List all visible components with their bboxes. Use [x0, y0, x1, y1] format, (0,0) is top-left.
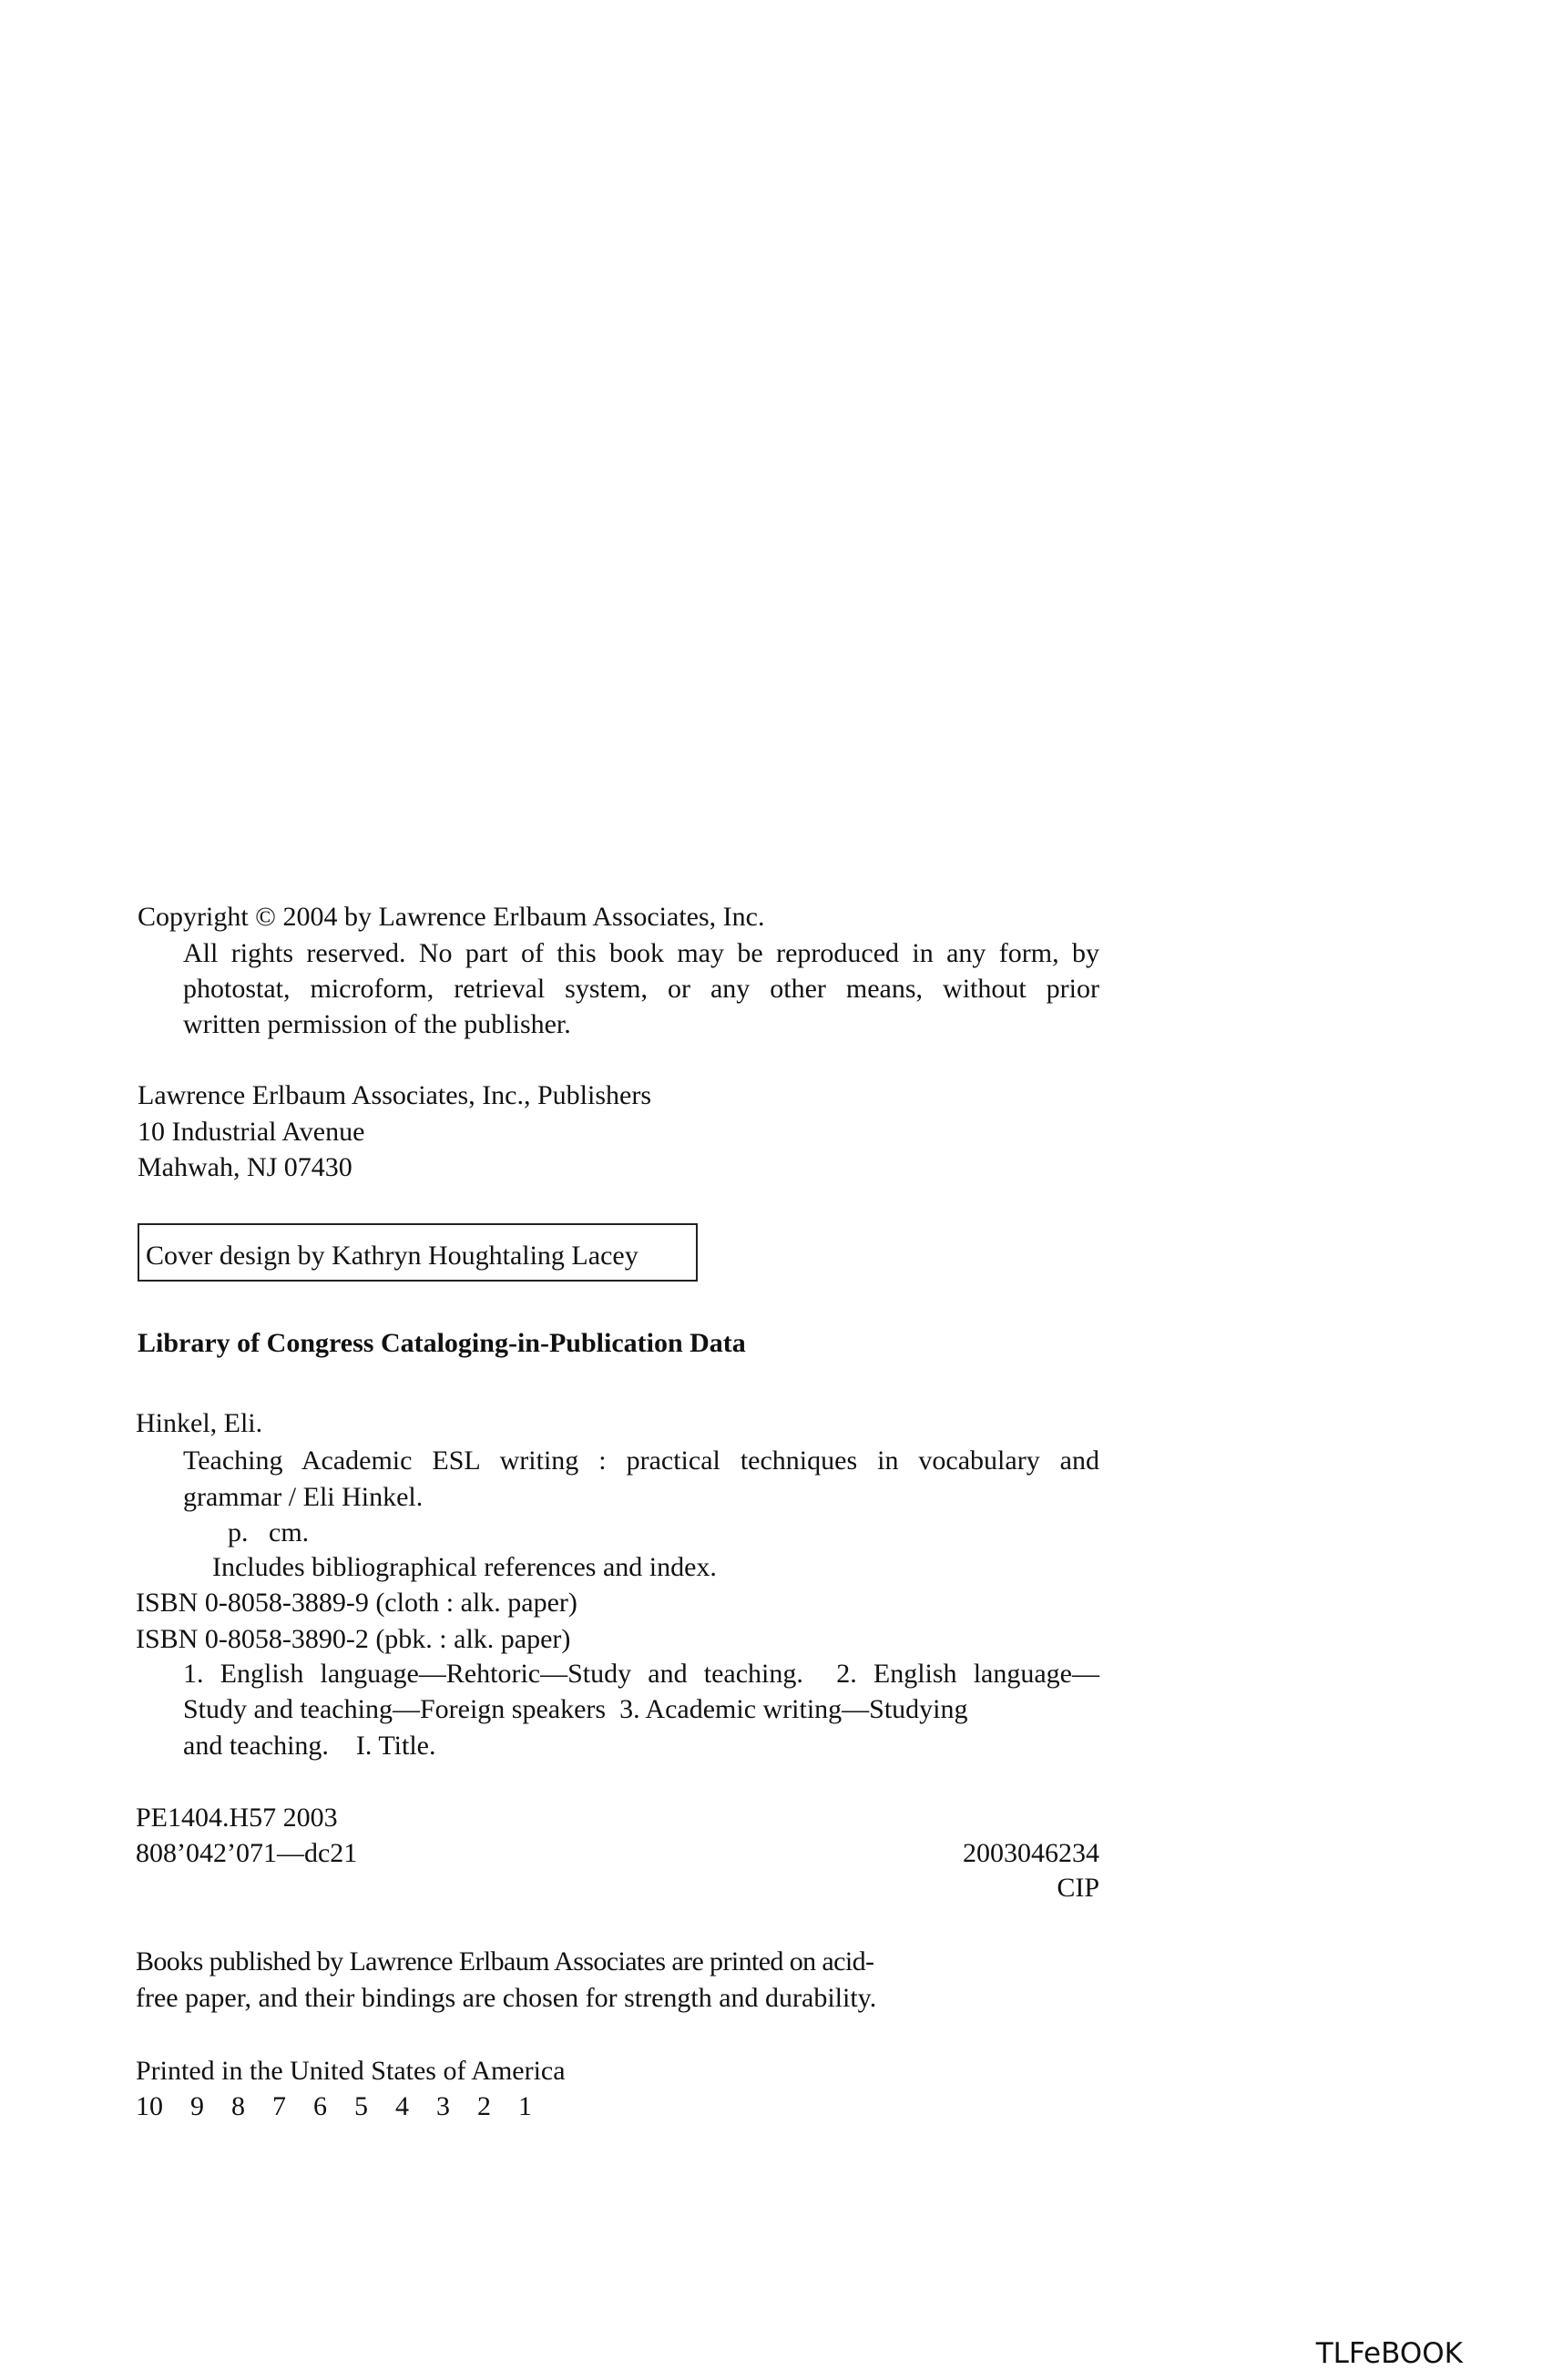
copyright-line: Copyright © 2004 by Lawrence Erlbaum Associates, Inc. — [138, 902, 765, 932]
cip-label: CIP — [1057, 1873, 1099, 1903]
cip-isbn-pbk: ISBN 0-8058-3890-2 (pbk. : alk. paper) — [136, 1624, 571, 1654]
publisher-street: 10 Industrial Avenue — [138, 1117, 365, 1147]
cip-heading: Library of Congress Cataloging-in-Publication Data — [138, 1328, 746, 1358]
paper-note-1: Books published by Lawrence Erlbaum Associates are printed on acid- — [136, 1946, 874, 1977]
printed-in: Printed in the United States of America — [136, 2056, 566, 2086]
cip-title-1: Teaching Academic ESL writing : practical techniques in vocabulary and — [183, 1445, 1099, 1476]
rights-line-2: photostat, microform, retrieval system, or any other means, without prior — [183, 974, 1099, 1004]
cip-subjects-1: 1. English language—Rehtoric—Study and teaching. 2. English language— — [183, 1659, 1099, 1689]
rights-line-1: All rights reserved. No part of this book may be reproduced in any form, by — [183, 938, 1099, 968]
cover-credit: Cover design by Kathryn Houghtaling Lacey — [146, 1241, 638, 1271]
cip-dewey: 808’042’071—dc21 — [136, 1838, 358, 1868]
cip-subjects-3: and teaching. I. Title. — [183, 1731, 436, 1761]
printing-line: 10 9 8 7 6 5 4 3 2 1 — [136, 2091, 532, 2121]
cip-author: Hinkel, Eli. — [136, 1408, 263, 1438]
paper-note-2: free paper, and their bindings are chosen for strength and durability. — [136, 1983, 877, 2013]
publisher-name: Lawrence Erlbaum Associates, Inc., Publishers — [138, 1080, 652, 1110]
cip-lccn: 2003046234 — [963, 1838, 1099, 1868]
rights-line-3: written permission of the publisher. — [183, 1009, 571, 1039]
cip-includes: Includes bibliographical references and index. — [212, 1552, 717, 1582]
cip-subjects-2: Study and teaching—Foreign speakers 3. Academic writing—Studying — [183, 1694, 968, 1724]
publisher-city: Mahwah, NJ 07430 — [138, 1152, 352, 1182]
cip-call-number: PE1404.H57 2003 — [136, 1803, 338, 1833]
cip-isbn-cloth: ISBN 0-8058-3889-9 (cloth : alk. paper) — [136, 1588, 577, 1618]
cip-pages: p. cm. — [228, 1517, 310, 1548]
watermark: TLFeBOOK — [1315, 2337, 1463, 2370]
cip-title-2: grammar / Eli Hinkel. — [183, 1482, 424, 1512]
